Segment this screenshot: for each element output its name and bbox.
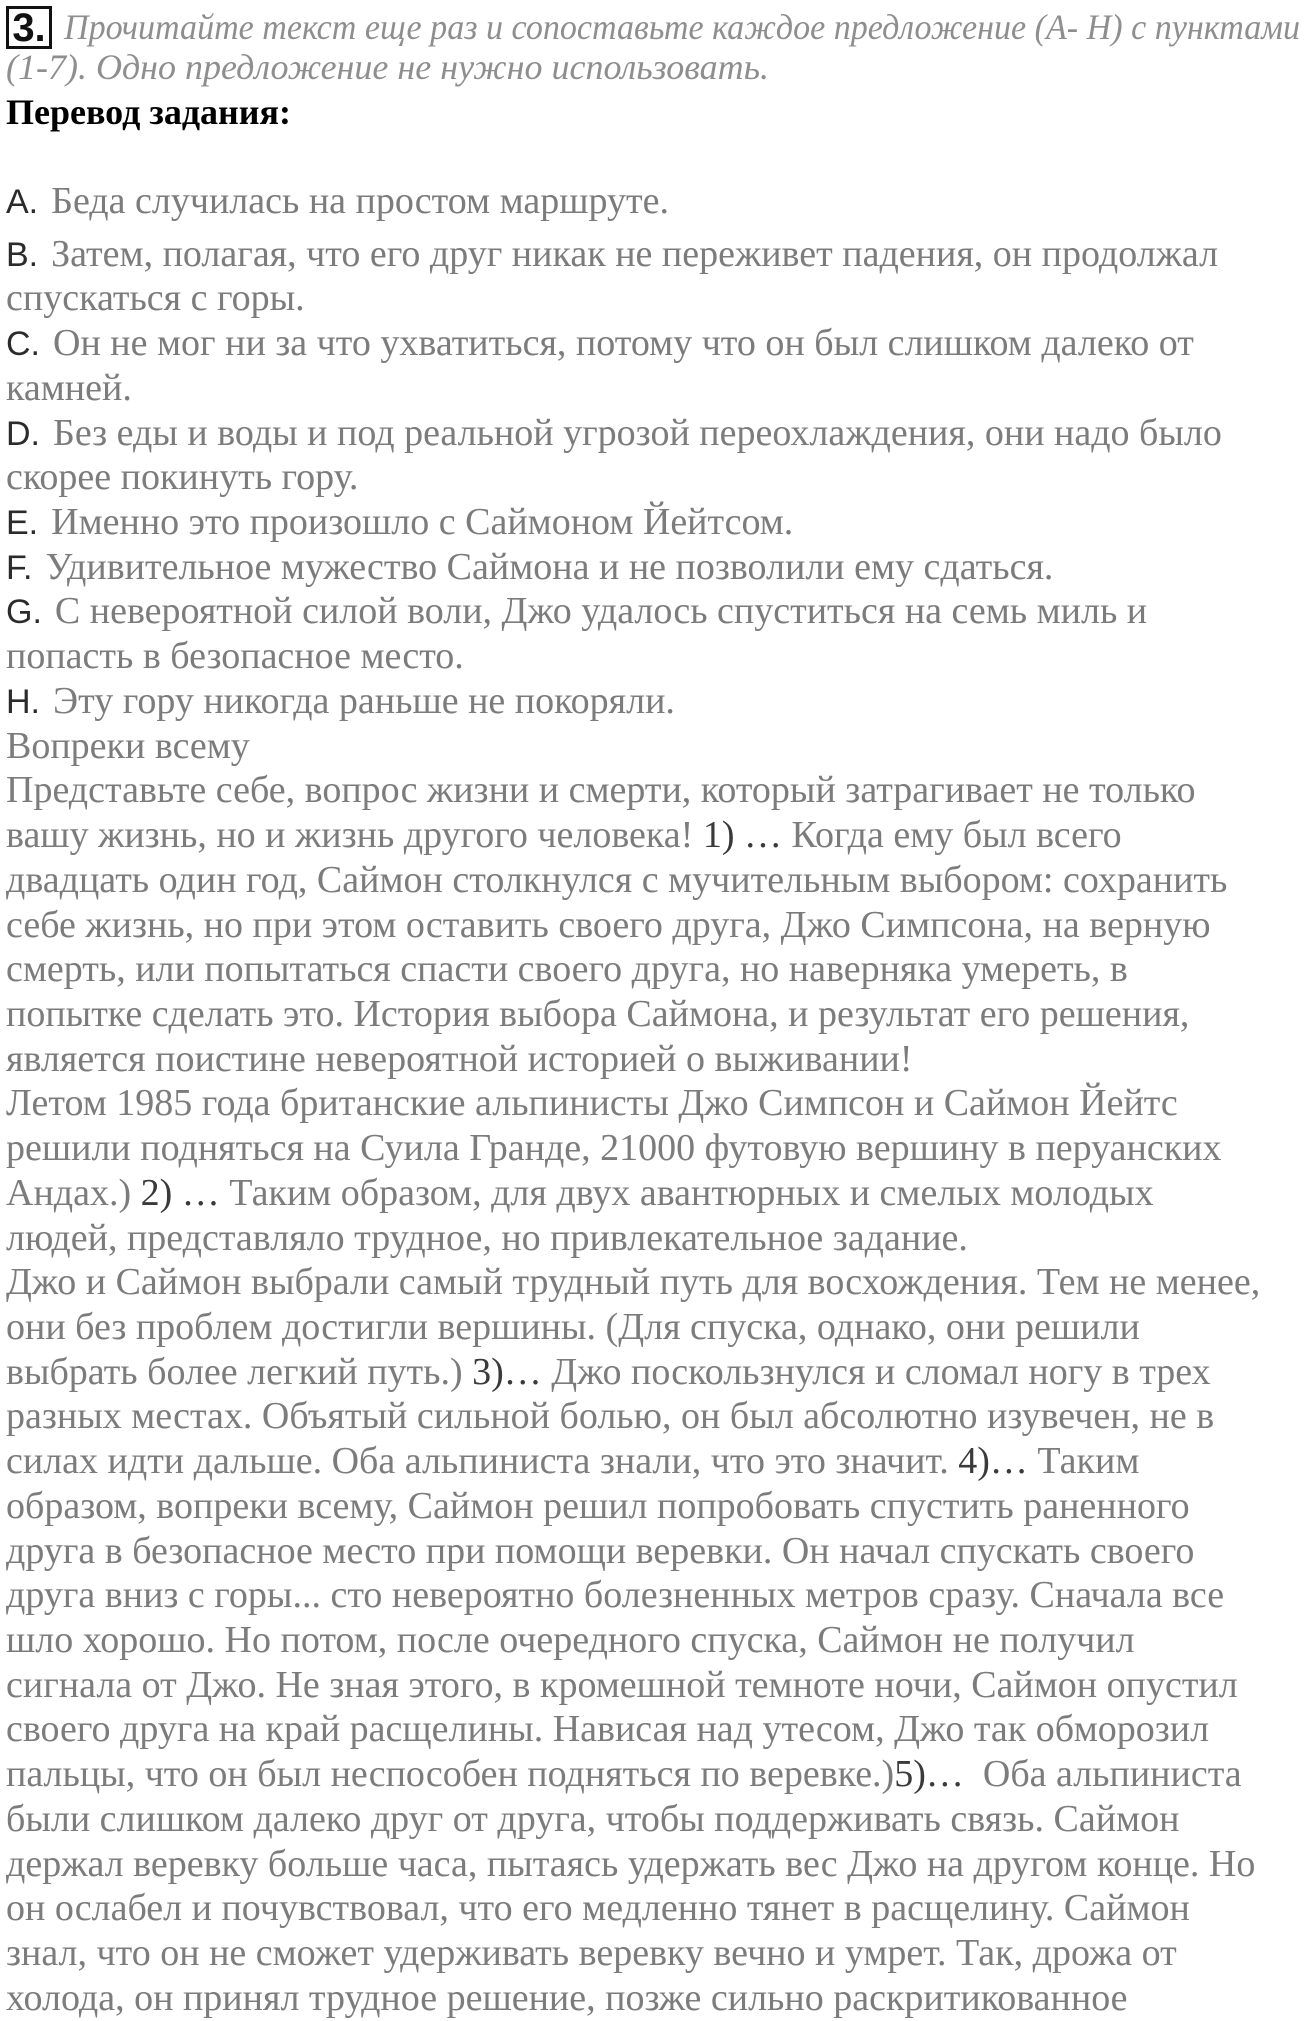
- sentence-b: [6, 232, 1260, 321]
- sentence-text: Эту гору никогда раньше не покоряли.: [53, 679, 675, 722]
- story-text-segment: Таким: [1027, 1440, 1140, 1483]
- sentence-text: Удивительное мужество Саймона и не позволили ему сдаться.: [45, 545, 1054, 588]
- story-line-19: друга вниз с горы... сто невероятно болезненных метров сразу. Сначала все: [6, 1574, 1225, 1617]
- story-text-segment: силах идти дальше. Оба альпиниста знали, что это значит.: [6, 1440, 959, 1483]
- story-text-segment: Оба альпиниста: [963, 1753, 1242, 1796]
- story-text-segment: Когда ему был всего: [781, 814, 1122, 857]
- sentence-g-line-2: попасть в безопасное место.: [6, 635, 464, 678]
- story-line-2: [6, 813, 1122, 858]
- story-line-6: попытке сделать это. История выбора Саймона, и результат его решения,: [6, 992, 1190, 1035]
- story-line-20: шло хорошо. Но потом, после очередного спуска, Саймон не получил: [6, 1619, 1135, 1661]
- sentence-list: [6, 179, 1260, 724]
- sentence-e-line-1: [6, 500, 793, 545]
- sentence-label: E.: [6, 504, 39, 543]
- sentence-b-line-1: [6, 232, 1218, 277]
- sentence-e: [6, 500, 1260, 545]
- story-line-28: холода, он принял трудное решение, позже сильно раскритикованное: [6, 1976, 1128, 2019]
- sentence-text: С невероятной силой воли, Джо удалось спуститься на семь миль и: [54, 590, 1148, 633]
- story-line-9: решили подняться на Суила Гранде, 21000 футовую вершину в перуанских: [6, 1127, 1222, 1170]
- sentence-text: Беда случилась на простом маршруте.: [51, 180, 669, 222]
- story-line-21: сигнала от Джо. Не зная этого, в кромешной темноте ночи, Саймон опустил: [6, 1663, 1238, 1706]
- sentence-label: A.: [6, 183, 39, 221]
- story-line-1: Представьте себе, вопрос жизни и смерти, который затрагивает не только: [6, 769, 1196, 812]
- content: [6, 179, 1260, 2020]
- story-text-segment: выбрать более легкий путь.): [6, 1350, 473, 1393]
- sentence-label: G.: [6, 593, 42, 632]
- sentence-g-line-1: [6, 589, 1147, 634]
- story-line-26: он ослабел и почувствовал, что его медленно тянет в расщелину. Саймон: [6, 1887, 1190, 1930]
- gap-marker-5: 5)…: [894, 1753, 964, 1796]
- sentence-d-line-1: [6, 411, 1222, 456]
- sentence-c: [6, 321, 1260, 410]
- instruction-line-1: Прочитайте текст еще раз и сопоставьте каждое предложение (А- Н) с пунктами: [64, 7, 1300, 47]
- story-text-segment: Джо поскользнулся и сломал ногу в трех: [541, 1350, 1211, 1393]
- story-line-23: [6, 1752, 1242, 1797]
- sentence-f: [6, 545, 1260, 590]
- story-line-7: является поистине невероятной историей о выживании!: [6, 1037, 913, 1080]
- exercise-number-badge: 3.: [6, 6, 52, 49]
- story-line-5: смерть, или попытаться спасти своего друга, но наверняка умереть, в: [6, 948, 1128, 991]
- sentence-a-line-1: [6, 179, 669, 224]
- story-line-8: Летом 1985 года британские альпинисты Джо Симпсон и Саймон Йейтс: [6, 1082, 1178, 1125]
- sentence-label: D.: [6, 414, 40, 453]
- story-line-24: были слишком далеко друг от друга, чтобы поддерживать связь. Саймон: [6, 1797, 1180, 1840]
- story-line-13: они без проблем достигли вершины. (Для спуска, однако, они решили: [6, 1305, 1140, 1348]
- story-text: [6, 724, 1260, 2021]
- translation-heading: Перевод задания:: [6, 92, 291, 132]
- story-title: Вопреки всему: [6, 724, 250, 767]
- sentence-d-line-2: скорее покинуть гору.: [6, 456, 359, 499]
- sentence-label: H.: [6, 682, 40, 721]
- sentence-d: [6, 411, 1260, 500]
- story-line-11: людей, представляло трудное, но привлекательное задание.: [6, 1216, 968, 1259]
- sentence-c-line-1: [6, 321, 1194, 366]
- sentence-f-line-1: [6, 545, 1053, 590]
- story-line-10: [6, 1171, 1154, 1216]
- story-text-segment: вашу жизнь, но и жизнь другого человека!: [6, 814, 703, 857]
- story-line-27: знал, что он не сможет удерживать веревку вечно и умрет. Так, дрожа от: [6, 1932, 1177, 1975]
- sentence-label: F.: [6, 548, 33, 587]
- sentence-h: [6, 679, 1260, 724]
- story-line-16: [6, 1439, 1139, 1484]
- story-line-25: держал веревку больше часа, пытаясь удержать вес Джо на другом конце. Но: [6, 1842, 1256, 1885]
- story-line-14: [6, 1350, 1211, 1395]
- sentence-h-line-1: [6, 679, 675, 724]
- gap-marker-4: 4)…: [958, 1440, 1028, 1483]
- sentence-text: Затем, полагая, что его друг никак не переживет падения, он продолжал: [51, 232, 1219, 275]
- sentence-text: Он не мог ни за что ухватиться, потому что он был слишком далеко от: [53, 322, 1194, 365]
- sentence-text: Именно это произошло с Саймоном Йейтсом.: [51, 501, 794, 544]
- instruction-line-2: (1-7). Одно предложение не нужно использовать.: [6, 47, 770, 87]
- story-line-15: разных местах. Объятый сильной болью, он был абсолютно изувечен, не в: [6, 1395, 1215, 1438]
- sentence-label: C.: [6, 325, 40, 364]
- sentence-b-line-2: спускаться с горы.: [6, 277, 305, 320]
- sentence-c-line-2: камней.: [6, 366, 132, 409]
- sentence-label: B.: [6, 235, 39, 274]
- sentence-text: Без еды и воды и под реальной угрозой переохлаждения, они надо было: [53, 411, 1222, 454]
- story-text-segment: Андах.): [6, 1171, 141, 1214]
- gap-marker-2: 2) …: [140, 1171, 220, 1214]
- story-line-4: себе жизнь, но при этом оставить своего друга, Джо Симпсона, на верную: [6, 903, 1211, 946]
- story-text-segment: пальцы, что он был неспособен подняться по веревке.): [6, 1753, 895, 1796]
- gap-marker-1: 1) …: [702, 814, 782, 857]
- story-line-17: образом, вопреки всему, Саймон решил попробовать спустить раненного: [6, 1484, 1190, 1527]
- story-line-18: друга в безопасное место при помощи веревки. Он начал спускать своего: [6, 1529, 1195, 1572]
- sentence-a: [6, 179, 1260, 224]
- story-line-22: своего друга на край расщелины. Нависая над утесом, Джо так обморозил: [6, 1708, 1210, 1751]
- story-text-segment: Таким образом, для двух авантюрных и смелых молодых: [219, 1171, 1154, 1214]
- story-line-12: Джо и Саймон выбрали самый трудный путь для восхождения. Тем не менее,: [6, 1261, 1261, 1304]
- sentence-g: [6, 589, 1260, 678]
- story-line-3: двадцать один год, Саймон столкнулся с мучительным выбором: сохранить: [6, 858, 1228, 901]
- gap-marker-3: 3)…: [472, 1350, 542, 1393]
